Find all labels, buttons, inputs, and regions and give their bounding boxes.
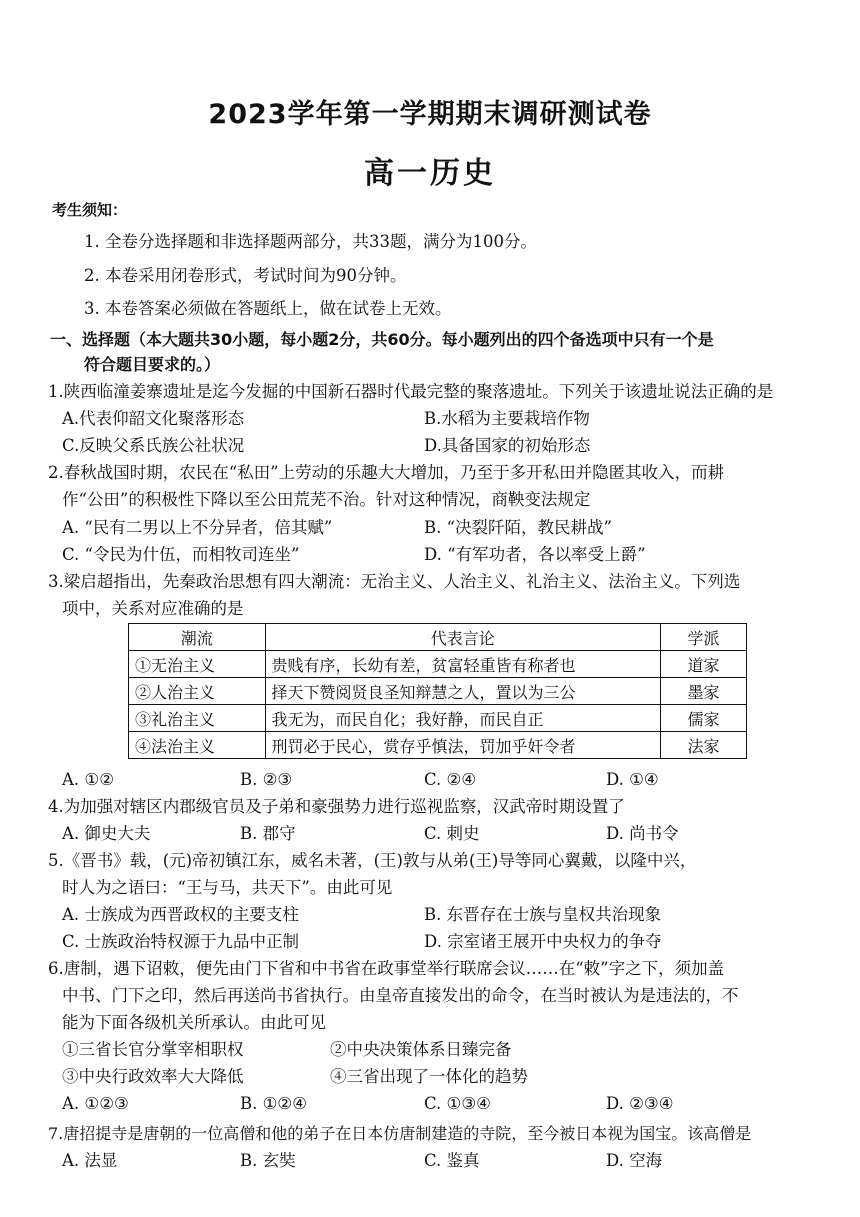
q3-stem-line2: 项中，关系对应准确的是: [62, 599, 244, 618]
q6-choice-3: ③中央行政效率大大降低: [62, 1067, 244, 1086]
q3-option-c: C. ②④: [424, 770, 477, 789]
q5-option-c: C. 士族政治特权源于九品中正制: [62, 932, 300, 951]
q6-option-c: C. ①③④: [424, 1094, 491, 1113]
q6-stem-line1: 6.唐制，遇下诏敕，便先由门下省和中书省在政事堂举行联席会议……在“敕”字之下，须加盖: [48, 959, 725, 978]
table-cell: 贵贱有序，长幼有差，贫富轻重皆有称者也: [265, 651, 660, 678]
q7-option-d: D. 空海: [606, 1151, 663, 1170]
table-cell: 我无为，而民自化；我好静，而民自正: [265, 705, 660, 732]
exam-subject: 高一历史: [364, 156, 496, 191]
q2-option-c: C. “令民为什伍，而相牧司连坐”: [62, 545, 300, 564]
q4-stem: 4.为加强对辖区内郡级官员及子弟和豪强势力进行巡视监察，汉武帝时期设置了: [48, 797, 625, 816]
table-cell: ④法治主义: [129, 732, 266, 759]
table-cell: 法家: [661, 732, 747, 759]
notice-item-1: 1. 全卷分选择题和非选择题两部分，共33题，满分为100分。: [84, 232, 537, 251]
q4-option-c: C. 刺史: [424, 824, 480, 843]
q5-option-b: B. 东晋存在士族与皇权共治现象: [424, 905, 662, 924]
notice-item-3: 3. 本卷答案必须做在答题纸上，做在试卷上无效。: [84, 299, 452, 318]
q2-stem-line2: 作“公田”的积极性下降以至公田荒芜不治。针对这种情况，商鞅变法规定: [62, 490, 591, 509]
q2-option-a: A. “民有二男以上不分异者，倍其赋”: [62, 518, 333, 537]
q6-option-d: D. ②③④: [606, 1094, 674, 1113]
table-cell: 刑罚必于民心，赏存乎慎法，罚加乎奸令者: [265, 732, 660, 759]
table-cell: ③礼治主义: [129, 705, 266, 732]
q1-option-a: A.代表仰韶文化聚落形态: [62, 409, 245, 428]
notice-item-2: 2. 本卷采用闭卷形式，考试时间为90分钟。: [84, 266, 407, 285]
notice-heading: 考生须知：: [52, 201, 128, 219]
q1-stem: 1.陕西临潼姜寨遗址是迄今发掘的中国新石器时代最完整的聚落遗址。下列关于该遗址说法正确的是: [48, 382, 774, 401]
table-header-row: [129, 624, 747, 651]
q2-option-b: B. “决裂阡陌，教民耕战”: [424, 518, 612, 537]
q6-choice-4: ④三省出现了一体化的趋势: [330, 1067, 528, 1086]
q1-option-c: C.反映父系氏族公社状况: [62, 436, 245, 455]
q2-stem-line1: 2.春秋战国时期，农民在“私田”上劳动的乐趣大大增加，乃至于多开私田并隐匿其收入，而耕: [48, 463, 725, 482]
table-row: [129, 678, 747, 705]
table-row: [129, 705, 747, 732]
q6-stem-line3: 能为下面各级机关所承认。由此可见: [62, 1013, 326, 1032]
table-header-cell: 学派: [661, 624, 747, 651]
table-header-cell: 潮流: [129, 624, 266, 651]
q6-choice-1: ①三省长官分掌宰相职权: [62, 1040, 244, 1059]
table-cell: 道家: [661, 651, 747, 678]
table-cell: 择天下赞阅贤良圣知辩慧之人，置以为三公: [265, 678, 660, 705]
section1-heading-cont: 符合题目要求的。）: [84, 355, 221, 374]
q4-option-a: A. 御史大夫: [62, 824, 151, 843]
q3-option-a: A. ①②: [62, 770, 114, 789]
section1-heading: 一、选择题（本大题共30小题，每小题2分，共60分。每小题列出的四个备选项中只有一个是: [50, 330, 714, 349]
q5-option-d: D. 宗室诸王展开中央权力的争夺: [424, 932, 662, 951]
q5-option-a: A. 士族成为西晋政权的主要支柱: [62, 905, 299, 924]
table-cell: ②人治主义: [129, 678, 266, 705]
q1-option-d: D.具备国家的初始形态: [424, 436, 591, 455]
q7-option-a: A. 法显: [62, 1151, 118, 1170]
q4-option-d: D. 尚书令: [606, 824, 679, 843]
q7-option-b: B. 玄奘: [240, 1151, 296, 1170]
q7-option-c: C. 鉴真: [424, 1151, 480, 1170]
exam-title: 2023学年第一学期期末调研测试卷: [208, 99, 652, 130]
q5-stem-line1: 5.《晋书》载，(元)帝初镇江东，威名未著，(王)敦与从弟(王)导等同心翼戴，以隆中兴，: [48, 851, 697, 870]
q3-stem-line1: 3.梁启超指出，先秦政治思想有四大潮流：无治主义、人治主义、礼治主义、法治主义。下列选: [48, 572, 741, 591]
q6-stem-line2: 中书、门下之印，然后再送尚书省执行。由皇帝直接发出的命令，在当时被认为是违法的，不: [62, 986, 739, 1005]
q3-option-b: B. ②③: [240, 770, 293, 789]
q3-table: [128, 623, 747, 759]
table-cell: 墨家: [661, 678, 747, 705]
q4-option-b: B. 郡守: [240, 824, 296, 843]
q5-stem-line2: 时人为之语曰：“王与马，共天下”。由此可见: [62, 878, 393, 897]
q6-option-b: B. ①②④: [240, 1094, 307, 1113]
q3-option-d: D. ①④: [606, 770, 659, 789]
table-cell: 儒家: [661, 705, 747, 732]
q7-stem: 7.唐招提寺是唐朝的一位高僧和他的弟子在日本仿唐制建造的寺院，至今被日本视为国宝。该高僧是: [48, 1124, 752, 1143]
table-row: [129, 732, 747, 759]
q6-option-a: A. ①②③: [62, 1094, 129, 1113]
table-cell: ①无治主义: [129, 651, 266, 678]
q6-choice-2: ②中央决策体系日臻完备: [330, 1040, 512, 1059]
table-row: [129, 651, 747, 678]
q2-option-d: D. “有军功者，各以率受上爵”: [424, 545, 646, 564]
table-header-cell: 代表言论: [265, 624, 660, 651]
q1-option-b: B.水稻为主要栽培作物: [424, 409, 590, 428]
